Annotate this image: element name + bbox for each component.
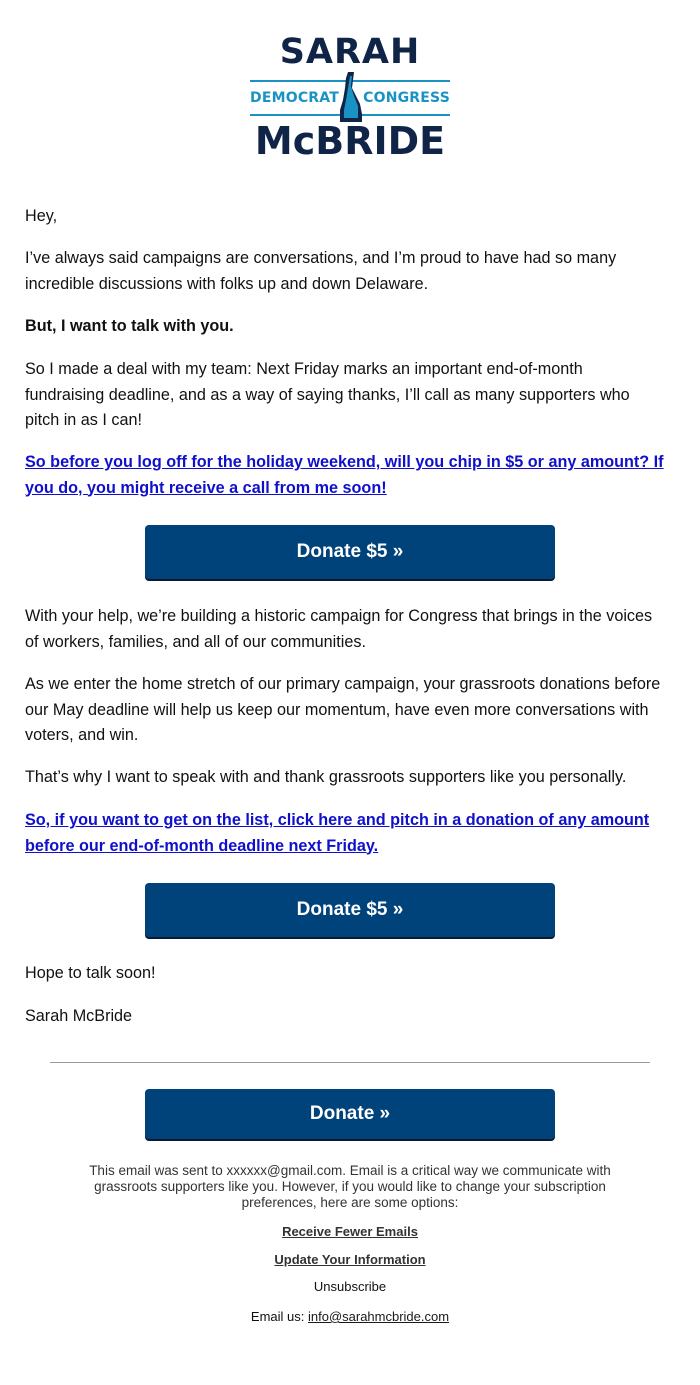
subscription-notice: This email was sent to xxxxxx@gmail.com. Email is a critical way we communicate with grassroots supporters like you. However, if you would like to change your subscription preferences, here are some options:: [89, 1163, 611, 1210]
receive-fewer-emails-link[interactable]: Receive Fewer Emails: [282, 1224, 418, 1239]
paragraph-deal: So I made a deal with my team: Next Friday marks an important end-of-month fundraising deadline, and as a way of saying thanks, I’ll call as many supporters who pitch in as I can!: [25, 360, 630, 429]
update-info-wrap: [150, 1251, 550, 1269]
unsubscribe-link[interactable]: Unsubscribe: [313, 1279, 387, 1294]
paragraph-home-stretch: As we enter the home stretch of our primary campaign, your grassroots donations before our May deadline will help us keep our momentum, have even more conversations with voters, and win.: [25, 675, 661, 744]
donate-link-2-wrap: [25, 808, 665, 859]
campaign-logo: [248, 30, 452, 164]
logo-first-name: SARAH: [279, 32, 421, 72]
donate-5-button-2[interactable]: Donate $5 »: [145, 883, 555, 937]
donate-button-footer[interactable]: Donate »: [145, 1089, 555, 1139]
logo-band: [248, 80, 452, 116]
logo-last-name: McBRIDE: [254, 119, 446, 163]
greeting: Hey,: [25, 207, 58, 225]
paragraph-speak-with: That’s why I want to speak with and thank grassroots supporters like you personally.: [25, 768, 627, 786]
paragraph-talk-with-you: But, I want to talk with you.: [25, 317, 234, 335]
email-us-row: [150, 1308, 550, 1326]
donate-link-1[interactable]: So before you log off for the holiday weekend, will you chip in $5 or any amount? If you do, you might receive a call from me soon!: [25, 453, 664, 497]
paragraph-conversations: I’ve always said campaigns are conversations, and I’m proud to have had so many incredible discussions with folks up and down Delaware.: [25, 249, 617, 293]
unsubscribe-wrap: [150, 1278, 550, 1296]
receive-fewer-wrap: [150, 1223, 550, 1241]
closing-line: Hope to talk soon!: [25, 964, 156, 982]
paragraph-historic-campaign: With your help, we’re building a historic campaign for Congress that brings in the voices of workers, families, and all of our communities.: [25, 607, 653, 651]
logo-democrat-word: DEMOCRAT: [250, 90, 339, 106]
logo-congress-word: CONGRESS: [363, 90, 450, 106]
donate-link-2[interactable]: So, if you want to get on the list, click here and pitch in a donation of any amount before our end-of-month deadline next Friday.: [25, 811, 650, 855]
update-information-link[interactable]: Update Your Information: [274, 1252, 426, 1267]
email-address-link[interactable]: info@sarahmcbride.com: [307, 1309, 450, 1324]
footer-divider: [50, 1062, 650, 1063]
email-us-label: Email us:: [250, 1309, 308, 1324]
signature: Sarah McBride: [25, 1007, 133, 1025]
donate-5-button-1[interactable]: Donate $5 »: [145, 525, 555, 579]
donate-link-1-wrap: [25, 450, 665, 501]
